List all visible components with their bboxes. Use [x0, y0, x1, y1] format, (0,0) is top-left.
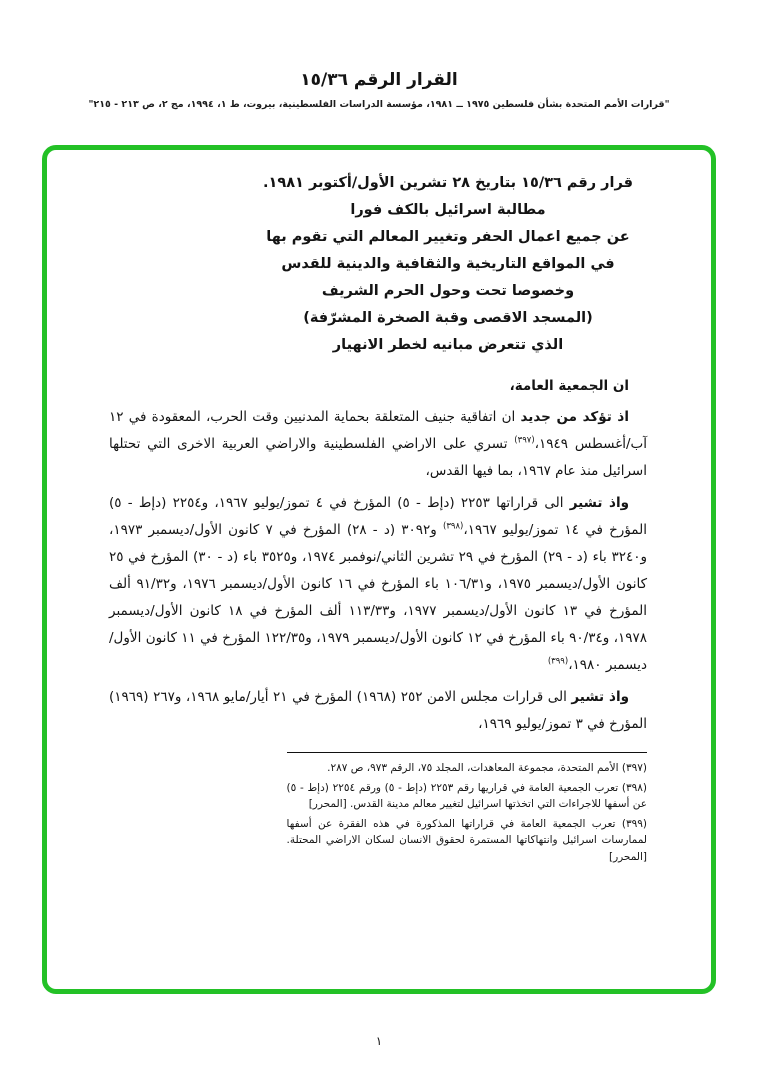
- paragraph-text: الى قرارات مجلس الامن ٢٥٢ (١٩٦٨) المؤرخ في ٢١ أيار/مايو ١٩٦٨، و٢٦٧ (١٩٦٩) المؤرخ في ٣ تموز/يوليو ١٩٦٩،: [109, 689, 647, 732]
- heading-line: الذي تتعرض مبانيه لخطر الانهيار: [332, 337, 564, 353]
- footnote-text: الأمم المتحدة، مجموعة المعاهدات، المجلد ٧٥، الرقم ٩٧٣، ص ٢٨٧.: [327, 762, 619, 774]
- footnote: [287, 780, 647, 813]
- heading-line: مطالبة اسرائيل بالكف فورا: [350, 202, 546, 218]
- paragraph-text: تسري على الاراضي الفلسطينية والاراضي العربية الاخرى التي تحتلها اسرائيل منذ عام ١٩٦٧، بما فيها القدس،: [109, 436, 647, 479]
- heading-line: في المواقع التاريخية والثقافية والدينية للقدس: [281, 256, 615, 272]
- footnote-number: (٣٩٩): [621, 817, 648, 830]
- source-citation: "قرارات الأمم المتحدة بشأن فلسطين ١٩٧٥ ــ ١٩٨١، مؤسسة الدراسات الفلسطينية، بيروت، ط ١، ١٩٩٤، مج ٢، ص ٢١٣ - ٢١٥": [88, 99, 670, 110]
- footnote: [287, 760, 647, 777]
- paragraph-recall-sc: [109, 684, 647, 738]
- heading-line: قرار رقم ١٥/٣٦ بتاريخ ٢٨ تشرين الأول/أكتوبر ١٩٨١.: [262, 175, 634, 191]
- heading-line: عن جميع اعمال الحفر وتغيير المعالم التي تقوم بها: [266, 229, 630, 245]
- heading-line: وخصوصا تحت وحول الحرم الشريف: [321, 283, 575, 299]
- footnote-text: تعرب الجمعية العامة في قراريها رقم ٢٢٥٣ (دإط - ٥) ورقم ٢٢٥٤ (دإط - ٥) عن أسفها للاجراءات التي اتخذتها اسرائيل لتغيير معالم مدينة القدس. [المحرر]: [286, 781, 647, 810]
- resolution-box: [42, 145, 716, 994]
- paragraph-text: الى قراراتها ٢٢٥٣ (دإط - ٥) المؤرخ في ٤ تموز/يوليو ١٩٦٧، و٢٢٥٤ (دإط - ٥) المؤرخ في ١٤ تموز/يوليو ١٩٦٧،: [109, 495, 647, 538]
- footnote-number: (٣٩٧): [621, 762, 647, 774]
- document-title: القرار الرقم ١٥/٣٦: [300, 70, 458, 90]
- page-header: [0, 70, 758, 110]
- footnote-number: (٣٩٨): [621, 781, 648, 794]
- footnote-marker-397: (٣٩٧): [514, 435, 535, 446]
- paragraph-reaffirm: [109, 404, 647, 485]
- page-number: ١: [375, 1034, 383, 1048]
- paragraph-text: ان اتفاقية جنيف المتعلقة بحماية المدنيين وقت الحرب، المعقودة في ١٢ آب/أغسطس ١٩٤٩،: [109, 409, 647, 452]
- paragraph-text: و٣٠٩٢ (د - ٢٨) المؤرخ في ٧ كانون الأول/ديسمبر ١٩٧٣، و٣٢٤٠ باء (د - ٢٩) المؤرخ في ٢٩ تشرين الثاني/نوفمبر ١٩٧٤، و٣٥٢٥ باء (د - ٣٠) المؤرخ في ٢٥ كانون الأول/ديسمبر ١٩٧٥، و١٠٦/٣١ باء المؤرخ في ١٦ كانون الأول/ديسمبر ١٩٧٦، و٩١/٣٢ ألف المؤرخ في ١٣ كانون الأول/ديسمبر ١٩٧٧، و١١٣/٣٣ ألف المؤرخ في ١٨ كانون الأول/ديسمبر ١٩٧٨، و٩٠/٣٤ باء المؤرخ في ١٢ كانون الأول/ديسمبر ١٩٧٩، و١٢٢/٣٥ المؤرخ في ١١ كانون الأول/ديسمبر ١٩٨٠،: [109, 522, 648, 673]
- paragraph-lead: اذ تؤكد من جديد: [520, 409, 629, 425]
- footnote-text: تعرب الجمعية العامة في قراراتها المذكورة في هذه الفقرة عن أسفها لممارسات اسرائيل وانتهاكاتها المستمرة لحقوق الانسان لسكان الاراضي المحتلة. [المحرر]: [286, 817, 647, 863]
- footnote-marker-398: (٣٩٨): [442, 521, 464, 532]
- resolution-heading: [249, 170, 647, 359]
- footnote: [287, 816, 647, 866]
- footnote-separator: [287, 752, 647, 753]
- footnotes-section: [287, 752, 647, 865]
- paragraph-recall-ga: [109, 490, 647, 679]
- resolution-opening: ان الجمعية العامة،: [509, 378, 629, 394]
- paragraph-lead: واذ تشير: [571, 689, 629, 705]
- footnote-marker-399: (٣٩٩): [547, 656, 569, 667]
- paragraph-lead: واذ تشير: [569, 495, 629, 511]
- heading-line: (المسجد الاقصى وقبة الصخرة المشرّفة): [303, 310, 593, 326]
